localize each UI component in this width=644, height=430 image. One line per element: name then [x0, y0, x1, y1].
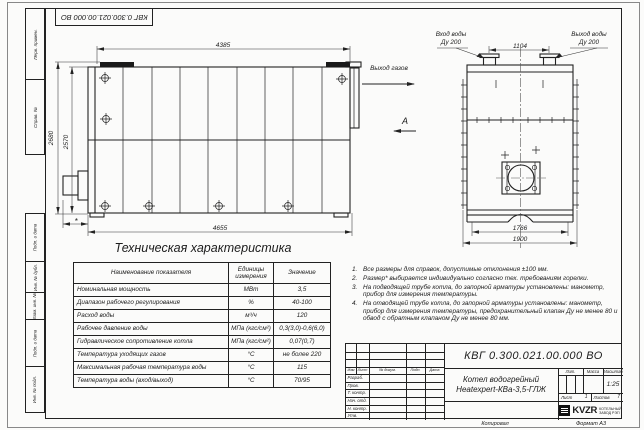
- tb-col-data: Дата: [429, 368, 440, 373]
- spec-row: [74, 297, 331, 310]
- tb-role-nachotd: Нач. отд.: [347, 398, 367, 403]
- note-number: 1.: [352, 266, 358, 273]
- spec-units: МПа (кгс/см²): [229, 336, 274, 349]
- dim-nozzle-spacing: 1104: [513, 42, 527, 50]
- tb-role-prov: Пров.: [347, 382, 359, 388]
- tb-logo-sub2: ЗАВОД РЭП: [599, 410, 620, 415]
- tb-sheet-num: 1: [584, 394, 588, 400]
- spec-value: 0,3(3,0)-0,6(6,0): [274, 323, 331, 336]
- note-number: 4.: [352, 300, 358, 308]
- spec-row: [74, 336, 331, 349]
- dim-height-inner: 2570: [62, 134, 70, 150]
- tb-product-line2: Heatexpert-КВа-3,5-ГЛЖ: [456, 384, 546, 394]
- note-4: [352, 300, 618, 322]
- tb-doc-number: КВГ 0.300.021.00.000 ВО: [464, 350, 603, 362]
- spec-value: 120: [274, 310, 331, 323]
- tb-scale-label: Масштаб: [603, 369, 623, 374]
- spec-units: м³/ч: [229, 310, 274, 323]
- note-3: [352, 284, 618, 299]
- tb-product-line1: Котел водогрейный: [462, 374, 540, 384]
- spec-value: не более 220: [274, 349, 331, 362]
- spec-table: [73, 262, 331, 388]
- tb-role-tkontr: Т. контр.: [347, 390, 367, 396]
- tb-sheets-label: Листов: [593, 394, 610, 400]
- margin-label: Справ. №: [32, 106, 38, 128]
- spec-col-units: Единицы измерения: [229, 263, 274, 284]
- spec-name: Расход воды: [74, 310, 229, 323]
- note-text: Все размеры для справок, допустимые отклонения ±100 мм.: [363, 266, 549, 273]
- tb-logo-text: KVZR: [572, 405, 598, 416]
- tb-col-podp: Подп.: [410, 368, 421, 373]
- tb-logo-sub1: КОТЕЛЬНЫЙ: [599, 406, 622, 411]
- spec-name: Максимальная рабочая температура воды: [74, 362, 229, 375]
- margin-label: Инв. № дубл.: [32, 263, 38, 291]
- gas-outlet-label: Выход газов: [370, 65, 408, 72]
- dim-width-inner: 1766: [512, 224, 528, 232]
- doc-number-flipped: КВГ 0.300.021.00.000 ВО: [60, 12, 148, 22]
- water-inlet-line2: Ду 200: [441, 38, 461, 46]
- note-text: На отводящей трубе котла, до запорной арматуры установлены: манометр, прибор для измерения температуры, предохранительный клапан Ду не менее 80 и обвод с обратным клапаном Ду не менее 80 мм.: [363, 300, 618, 322]
- spec-row: [74, 284, 331, 297]
- spec-row: [74, 310, 331, 323]
- spec-col-name: Наименование показателя: [74, 263, 229, 284]
- spec-row: [74, 323, 331, 336]
- margin-label: Взам. инв. №: [32, 292, 38, 320]
- tb-sheets-cell: [591, 393, 624, 401]
- spec-value: 3,5: [274, 284, 331, 297]
- spec-value: 70/95: [274, 375, 331, 388]
- spec-col-value: Значение: [274, 263, 331, 284]
- note-number: 3.: [352, 283, 358, 291]
- tb-scale-value: 1:25: [606, 380, 620, 388]
- footer-copied-label: Копировал: [481, 421, 509, 427]
- spec-value: 40-100: [274, 297, 331, 310]
- tb-role-utv: Утв.: [347, 413, 358, 419]
- spec-units: °С: [229, 362, 274, 375]
- dim-length-bottom: 4655: [212, 224, 228, 232]
- spec-value: 115: [274, 362, 331, 375]
- spec-units: МПа (кгс/см²): [229, 323, 274, 336]
- tb-role-razrab: Разраб.: [347, 375, 364, 380]
- margin-label: Подп. и дата: [32, 329, 38, 357]
- spec-row: [74, 362, 331, 375]
- water-outlet-label: [566, 31, 612, 46]
- dim-length-top: 4385: [215, 41, 231, 49]
- spec-units: МВт: [229, 284, 274, 297]
- notes-block: [352, 266, 618, 324]
- section-a-label: А: [401, 115, 408, 126]
- water-inlet-label: [430, 31, 472, 46]
- footer-format-label: Формат А3: [575, 421, 607, 427]
- tb-sheet-cell: [558, 393, 591, 401]
- spec-name: Гидравлическое сопротивление котла: [74, 336, 229, 349]
- spec-name: Номинальная мощность: [74, 284, 229, 297]
- dim-burner-star: *: [74, 216, 78, 226]
- tb-col-izm: Изм: [347, 368, 355, 373]
- spec-name: Диапазон рабочего регулирования: [74, 297, 229, 310]
- spec-row: [74, 349, 331, 362]
- note-1: [352, 266, 618, 273]
- note-text: На подводящей трубе котла, до запорной арматуры установлены: манометр, прибор для измерения температуры.: [363, 283, 605, 299]
- tb-col-list: Лист: [357, 368, 368, 373]
- title-block: [345, 343, 622, 419]
- spec-value: 0,07(0,7): [274, 336, 331, 349]
- note-text: Размер* выбирается индивидуально согласно тех. требованиям горелки.: [363, 274, 589, 282]
- margin-label: Перв. примен.: [32, 28, 38, 60]
- margin-label: Подп. и дата: [32, 223, 38, 252]
- dim-height-outer: 2680: [47, 130, 55, 146]
- spec-row: [74, 375, 331, 388]
- spec-units: °С: [229, 349, 274, 362]
- kvzr-logo-icon: [559, 405, 570, 416]
- tb-product-name: [444, 368, 558, 401]
- spec-name: Рабочее давление воды: [74, 323, 229, 336]
- tb-col-doc: № докум.: [379, 368, 396, 373]
- water-inlet-line1: Вход воды: [435, 31, 467, 38]
- tb-massa-label: Масса: [586, 369, 600, 374]
- spec-table-title: Техническая характеристика: [114, 241, 292, 255]
- tb-role-nkontr: Н. контр.: [347, 405, 367, 411]
- spec-units: %: [229, 297, 274, 310]
- spec-units: °С: [229, 375, 274, 388]
- margin-label: Инв. № подл.: [32, 375, 38, 404]
- spec-name: Температура воды (вход/выход): [74, 375, 229, 388]
- tb-sheet-label: Лист: [561, 394, 573, 400]
- note-2: [352, 275, 618, 282]
- dim-width-outer: 1900: [512, 235, 528, 243]
- tb-lit-label: Лит.: [565, 369, 576, 374]
- water-outlet-line1: Выход воды: [571, 31, 607, 38]
- spec-name: Температура уходящих газов: [74, 349, 229, 362]
- tb-sheets-num: 7: [617, 394, 620, 400]
- note-number: 2.: [352, 274, 358, 282]
- tb-logo-cell: [558, 401, 623, 420]
- water-outlet-line2: Ду 200: [579, 38, 599, 46]
